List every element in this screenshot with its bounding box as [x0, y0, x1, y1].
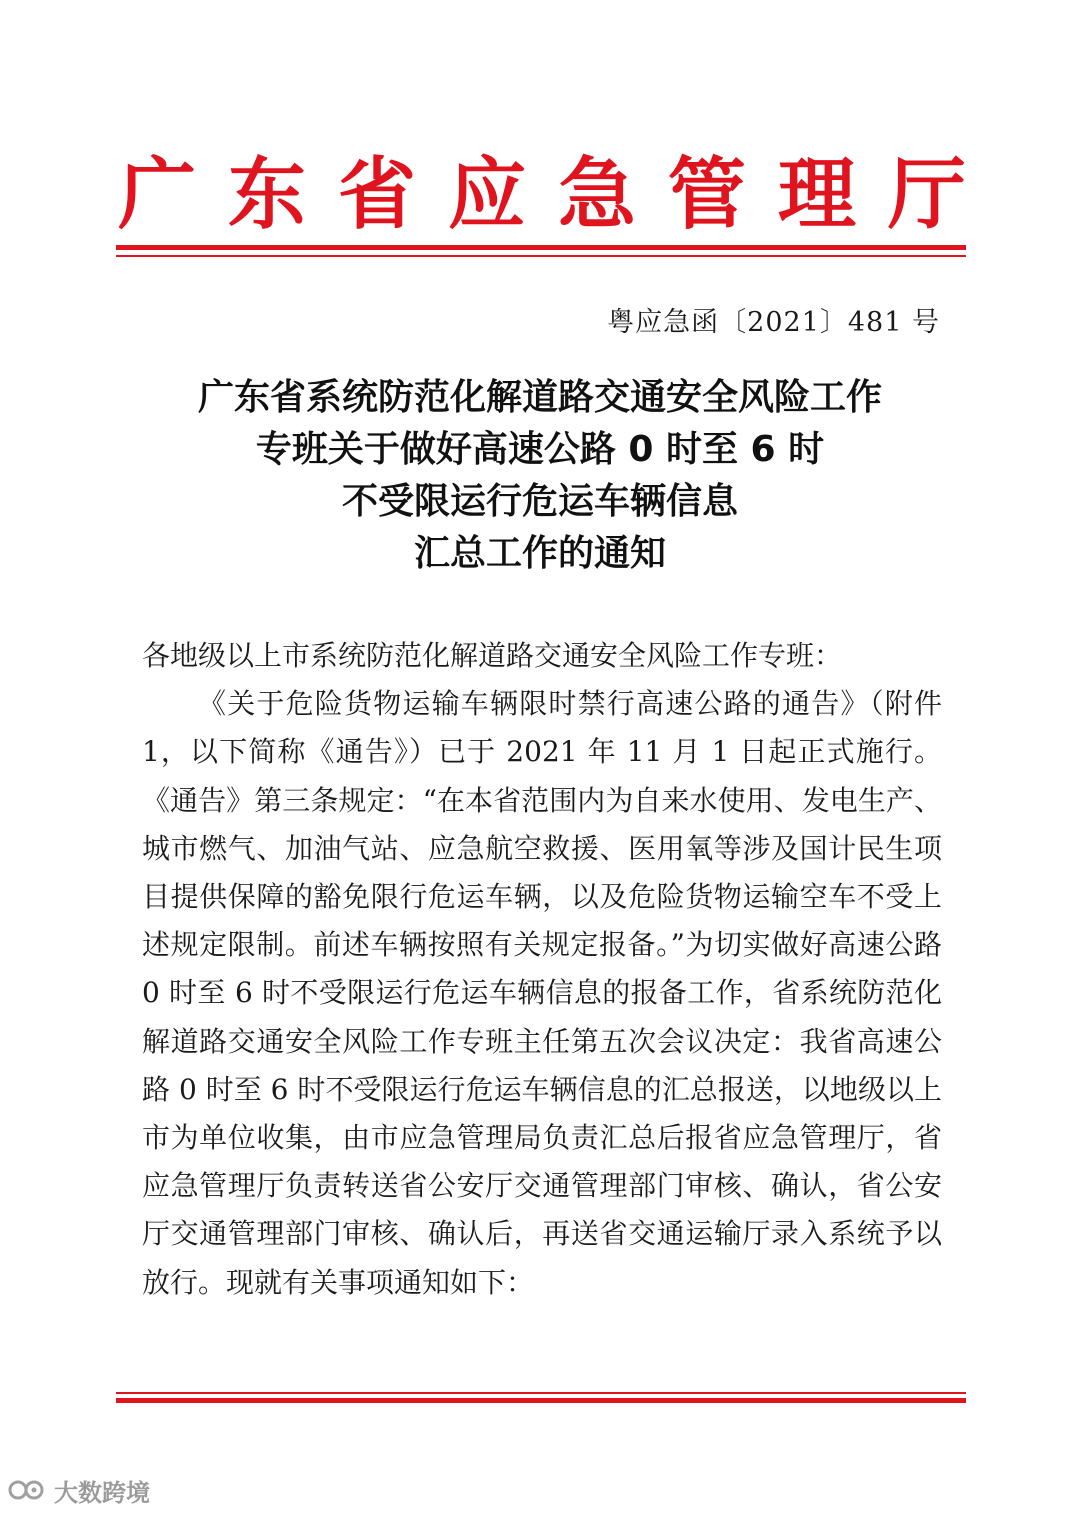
agency-header-char: 广: [118, 149, 197, 240]
agency-header-char: 东: [227, 149, 306, 240]
document-title-line: 不受限运行危运车辆信息: [341, 481, 738, 522]
document-body: [142, 632, 942, 1307]
document-title-line: 专班关于做好高速公路 0 时至 6 时: [255, 429, 825, 470]
watermark: [8, 1470, 150, 1510]
document-title-line: 广东省系统防范化解道路交通安全风险工作: [197, 377, 882, 418]
agency-header-char: 应: [447, 149, 526, 240]
header-divider: [116, 245, 966, 259]
watermark-logo-icon: [8, 1475, 48, 1505]
document-title-line: 汇总工作的通知: [413, 533, 666, 574]
agency-header-char: 厅: [887, 149, 966, 240]
footer-divider-thin-line: [116, 1392, 966, 1394]
addressee-line: 各地级以上市系统防范化解道路交通安全风险工作专班：: [142, 639, 843, 672]
header-divider-thin-line: [116, 255, 966, 257]
header-divider-thick-line: [116, 245, 966, 250]
agency-header-char: 理: [777, 149, 856, 240]
agency-header-char: 管: [667, 149, 746, 240]
agency-header-char: 省: [337, 149, 416, 240]
footer-divider-thick-line: [116, 1398, 966, 1403]
document-title: [120, 372, 960, 580]
agency-header: [118, 145, 966, 245]
agency-header-char: 急: [557, 149, 636, 240]
watermark-text: 大数跨境: [54, 1478, 150, 1507]
document-number: 粤应急函〔2021〕481 号: [607, 307, 940, 338]
body-paragraph: 《关于危险货物运输车辆限时禁行高速公路的通告》（附件 1，以下简称《通告》）已于 2021 年 11 月 1 日起正式施行。《通告》第三条规定：“在本省范围内为自来水使用、发电生产、城市燃气、加油气站、应急航空救援、医用氧等涉及国计民生项目提供保障的豁免限行危运车辆，以及危险货物运输空车不受上述规定限制。前述车辆按照有关规定报备。”为切实做好高速公路 0 时至 6 时不受限运行危运车辆信息的报备工作，省系统防范化解道路交通安全风险工作专班主任第五次会议决定：我省高速公路 0 时至 6 时不受限运行危运车辆信息的汇总报送，以地级以上市为单位收集，由市应急管理局负责汇总后报省应急管理厅，省应急管理厅负责转送省公安厅交通管理部门审核、确认，省公安厅交通管理部门审核、确认后，再送省交通运输厅录入系统予以放行。现就有关事项通知如下：: [142, 687, 942, 1299]
footer-divider: [116, 1392, 966, 1406]
